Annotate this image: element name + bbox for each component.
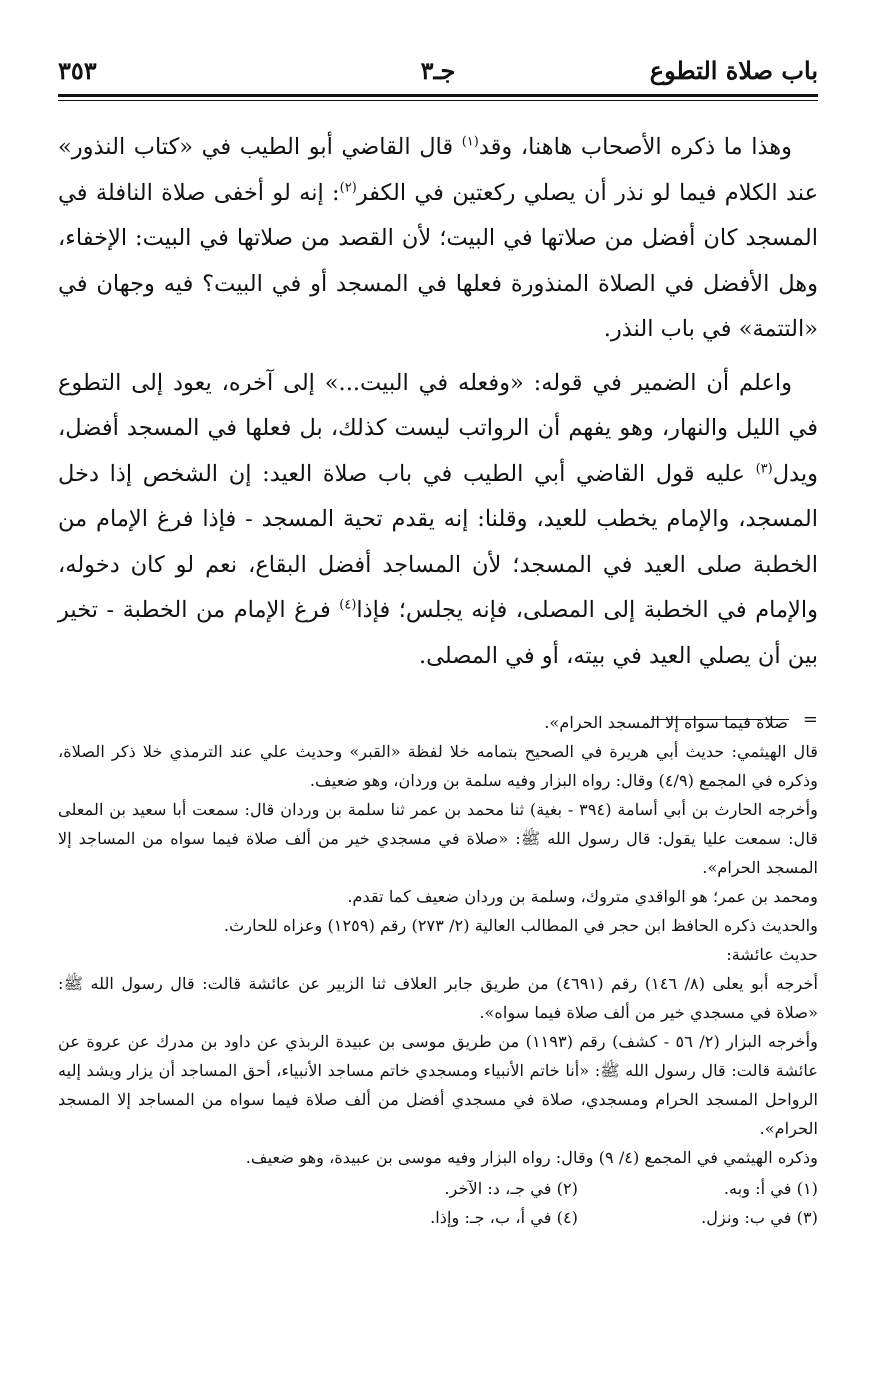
footnotes [58, 708, 818, 1172]
p1-part-a: وهذا ما ذكره الأصحاب هاهنا، وقد [478, 134, 792, 160]
footnote-line: وأخرجه الحارث بن أبي أسامة (٣٩٤ - بغية) ثنا محمد بن عمر ثنا سلمة بن وردان قال: سمعت أبا سعيد بن المعلى قال: سمعت عليا يقول: قال رسول الله ﷺ: «صلاة في مسجدي خير من ألف صلاة فيما سواه من المساجد إلا المسجد الحرام». [58, 800, 818, 877]
continuation-mark: = [802, 709, 818, 730]
p1-part-c: : إنه لو أخفى صلاة النافلة في المسجد كان أفضل من صلاتها في البيت؛ لأن القصد من صلاتها في البيت: الإخفاء، وهل الأفضل في الصلاة المنذورة فعلها في المسجد أو في البيت؟ فيه وجهان في «التتمة» في باب النذر. [58, 179, 818, 342]
page-number: ٣٥٣ [58, 56, 97, 85]
p2-part-a: واعلم أن الضمير في قوله: «وفعله في البيت...» إلى آخره، يعود إلى التطوع في الليل والنهار، وهو يفهم أن الرواتب ليست كذلك، بل فعلها في المسجد أفضل، ويدل [58, 369, 818, 487]
p2-part-b: عليه قول القاضي أبي الطيب في باب صلاة العيد: إن الشخص إذا دخل المسجد، والإمام يخطب للعيد، وقلنا: إنه يقدم تحية المسجد - فإذا فرغ الإمام من الخطبة صلى العيد في المسجد؛ لأن المساجد أفضل البقاع، نعم لو كان دخوله، والإمام في الخطبة إلى المصلى، فإنه يجلس؛ فإذا [58, 460, 818, 623]
paragraph-2 [58, 361, 818, 680]
page [58, 44, 818, 1232]
footnote-ref-2: (٢) [339, 180, 357, 195]
footnote-line: ومحمد بن عمر؛ هو الواقدي متروك، وسلمة بن وردان ضعيف كما تقدم. [347, 887, 818, 906]
footnote-line: حديث عائشة: [726, 945, 818, 964]
chapter-title: باب صلاة التطوع [649, 56, 818, 85]
variant-row [58, 1203, 818, 1232]
variant-note-1: (١) في أ: وبه. [723, 1179, 818, 1198]
running-header [58, 44, 818, 90]
footnote-line: أخرجه أبو يعلى (٨/ ١٤٦) رقم (٤٦٩١) من طريق جابر العلاف ثنا الزبير عن عائشة قالت: قال رسول الله ﷺ: «صلاة في مسجدي خير من ألف صلاة فيما سواه». [58, 974, 818, 1022]
footnote-continuation: صلاة فيما سواه إلا المسجد الحرام». [544, 713, 788, 732]
footnote-line: وذكره الهيثمي في المجمع (٤/ ٩) وقال: رواه البزار وفيه موسى بن عبيدة، وهو ضعيف. [245, 1148, 818, 1167]
variant-note-2: (٢) في جـ، د: الآخر. [444, 1179, 578, 1198]
volume-label: جـ٣ [420, 56, 456, 85]
footnote-ref-4: (٤) [339, 597, 357, 613]
p2-part-c: فرغ الإمام من الخطبة - تخير بين أن يصلي العيد في بيته، أو في المصلى. [58, 597, 818, 669]
footnote-ref-3: (٣) [755, 461, 773, 476]
footnote-line: قال الهيثمي: حديث أبي هريرة في الصحيح بتمامه خلا لفظة «القبر» وحديث علي عند الترمذي خلا ذكر الصلاة، وذكره في المجمع (٤/٩) وقال: رواه البزار وفيه سلمة بن وردان، وهو ضعيف. [58, 742, 818, 790]
footnote-ref-1: (١) [461, 134, 479, 150]
paragraph-1 [58, 125, 818, 353]
variant-note-4: (٤) في أ، ب، جـ: وإذا. [430, 1208, 578, 1227]
main-text [58, 125, 818, 679]
variant-readings [58, 1174, 818, 1232]
footnote-line: وأخرجه البزار (٢/ ٥٦ - كشف) رقم (١١٩٣) من طريق موسى بن عبيدة الربذي عن داود بن مدرك عن عروة عن عائشة قالت: قال رسول الله ﷺ: «أنا خاتم الأنبياء ومسجدي خاتم مساجد الأنبياء، أحق المساجد أن يزار ويشد إليه الرواحل المسجد الحرام ومسجدي، صلاة في مسجدي أفضل من ألف صلاة فيما سواه من المساجد إلا المسجد الحرام». [58, 1032, 818, 1138]
variant-note-3: (٣) في ب: ونزل. [701, 1208, 818, 1227]
header-rule-thin [58, 100, 818, 101]
footnote-line: والحديث ذكره الحافظ ابن حجر في المطالب العالية (٢/ ٢٧٣) رقم (١٢٥٩) وعزاه للحارث. [223, 916, 818, 935]
variant-row [58, 1174, 818, 1203]
header-rule-thick [58, 94, 818, 97]
p1-part-b: قال القاضي أبو الطيب في «كتاب النذور» عند الكلام فيما لو نذر أن يصلي ركعتين في الكفر [58, 134, 818, 206]
